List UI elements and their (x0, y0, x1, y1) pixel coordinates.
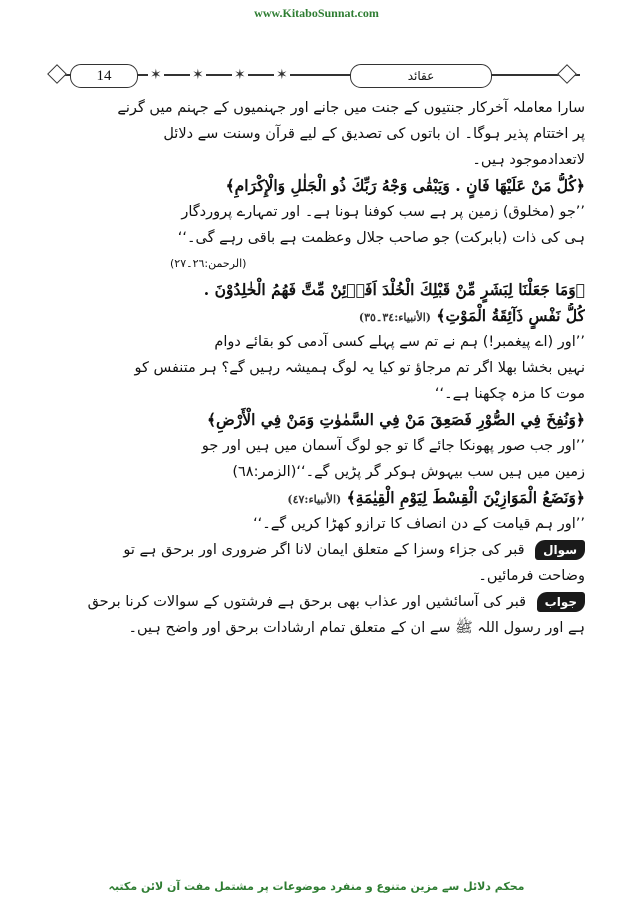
translation-line: ’’اور جب صور پھونکا جائے گا تو جو لوگ آسمان میں ہیں اور جو (201, 438, 585, 454)
question-text-continued: وضاحت فرمائیں۔ (478, 568, 585, 584)
verse-reference: (الأنبياء:٣٤۔٣٥) (358, 311, 432, 324)
quran-verse: ﴿وَمَا جَعَلْنَا لِبَشَرٍ مِّنْ قَبْلِكَ الْخُلْدَ اَفَاۡئِنْ مِّتَّ فَهُمُ الْخٰلِدُوْنَ . (203, 280, 585, 299)
body-line: سارا معاملہ آخرکار جنتیوں کے جنت میں جانے اور جہنمیوں کے جہنم میں گرنے (117, 100, 585, 116)
translation-line: ’’جو (مخلوق) زمین پر ہے سب کوفنا ہونا ہے۔ اور تمہارے پروردگار (181, 204, 585, 220)
page-content (50, 95, 585, 641)
translation-line: ’’اور ہم قیامت کے دن انصاف کا ترازو کھڑا کریں گے۔‘‘ (253, 516, 585, 532)
quran-verse (50, 303, 585, 329)
chapter-title: عقائد (350, 64, 492, 88)
verse-reference: (الأنبياء:٤٧) (287, 493, 342, 506)
answer-badge: جواب (537, 592, 585, 612)
footer-tagline: محکم دلائل سے مزین متنوع و منفرد موضوعات پر مشتمل مفت آن لائن مکتبہ (108, 880, 525, 893)
quran-verse: ﴿وَنُفِخَ فِي الصُّوْرِ فَصَعِقَ مَنْ فِي السَّمٰوٰتِ وَمَنْ فِي الْأَرْضِ﴾ (206, 410, 585, 429)
site-url: www.KitaboSunnat.com (254, 6, 379, 20)
star-ornament-icon: ✶ (234, 67, 246, 83)
quran-verse: ﴿كُلُّ مَنْ عَلَيْهَا فَانٍ . وَيَبْقٰى وَجْهُ رَبِّكَ ذُو الْجَلٰلِ وَالْإِكْرَامِ﴾ (225, 176, 585, 195)
body-line: لاتعدادموجود ہیں۔ (472, 152, 585, 168)
translation-line: ہی کی ذات (بابرکت) جو صاحب جلال وعظمت ہے باقی رہے گی۔‘‘ (177, 230, 585, 246)
verse-reference: (الرحمن:٢٦۔٢٧) (170, 257, 247, 270)
diamond-ornament-icon (557, 64, 577, 84)
page-number: 14 (70, 64, 138, 88)
diamond-ornament-icon (47, 64, 67, 84)
answer-row (50, 589, 585, 615)
star-ornament-icon: ✶ (276, 67, 288, 83)
question-badge: سوال (535, 540, 585, 560)
answer-text: قبر کی آسائشیں اور عذاب بھی برحق ہے فرشتوں کے سوالات کرنا برحق (87, 594, 527, 610)
quran-verse-part: ﴿وَنَضَعُ الْمَوَازِيْنَ الْقِسْطَ لِيَوْمِ الْقِيٰمَةِ﴾ (346, 488, 585, 507)
question-row (50, 537, 585, 563)
quran-verse (50, 485, 585, 511)
body-line: پر اختتام پذیر ہوگا۔ ان باتوں کی تصدیق کے لیے قرآن وسنت سے دلائل (163, 126, 585, 142)
answer-text-continued: ہے اور رسول اللہ ﷺ سے ان کے متعلق تمام ارشادات برحق اور واضح ہیں۔ (128, 620, 585, 636)
star-ornament-icon: ✶ (192, 67, 204, 83)
star-ornament-icon: ✶ (150, 67, 162, 83)
quran-verse-part: كُلُّ نَفْسٍ ذَآئِقَةُ الْمَوْتِ﴾ (436, 306, 585, 325)
page-header (50, 64, 580, 86)
translation-line: موت کا مزہ چکھنا ہے۔‘‘ (434, 386, 585, 402)
translation-line: نہیں بخشا بھلا اگر تم مرجاؤ تو کیا یہ لوگ ہمیشہ رہیں گے؟ ہر متنفس کو (134, 360, 585, 376)
translation-line: زمین میں ہیں سب بیہوش ہوکر گر پڑیں گے۔‘‘(الزمر:٦٨) (232, 464, 585, 480)
translation-line: ’’اور (اے پیغمبر!) ہم نے تم سے پہلے کسی آدمی کو بقائے دوام (214, 334, 585, 350)
question-text: قبر کی جزاء وسزا کے متعلق ایمان لانا اگر ضروری اور برحق ہے تو (123, 542, 525, 558)
